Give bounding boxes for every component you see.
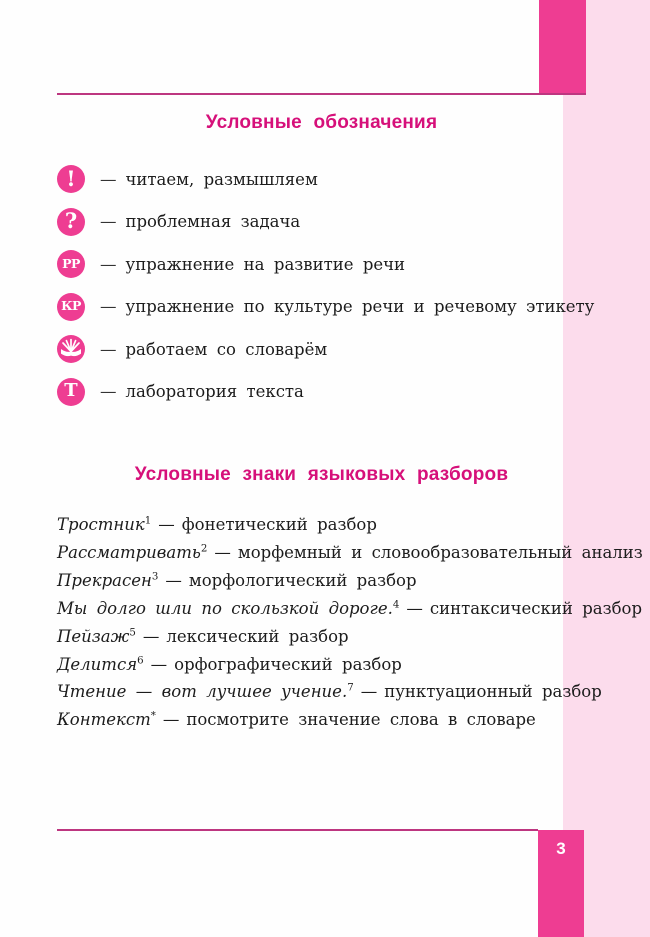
em-dash: —: [165, 570, 182, 590]
parse-item: [57, 706, 630, 734]
em-dash: —: [100, 382, 117, 401]
parse-term: Делится: [57, 654, 138, 674]
parse-item: [57, 623, 630, 651]
open-book-rays-icon: [57, 335, 85, 363]
legend-item: [57, 165, 620, 193]
parse-item: [57, 595, 643, 623]
em-dash: —: [100, 254, 117, 274]
parse-item: [57, 511, 630, 539]
em-dash: —: [150, 654, 168, 674]
legend-item-label: упражнение на развитие речи: [125, 254, 406, 274]
legend-item: [57, 208, 620, 236]
legend-item: [57, 335, 620, 363]
parse-superscript: *: [150, 710, 156, 722]
top-accent-bar: [539, 0, 586, 94]
legend-item-label: лаборатория текста: [125, 382, 304, 401]
legend-item: [57, 250, 620, 278]
parse-desc: пунктуационный разбор: [384, 682, 602, 702]
parse-desc: фонетический разбор: [181, 515, 377, 534]
parse-superscript: 2: [200, 543, 208, 555]
parse-superscript: 7: [347, 682, 354, 694]
page-number: 3: [556, 839, 566, 858]
kr-icon: КР: [57, 293, 85, 321]
legend-item: [57, 378, 620, 406]
dictionary-icon: [57, 335, 85, 363]
legend-item-label: проблемная задача: [125, 212, 301, 231]
em-dash: —: [100, 339, 117, 359]
parse-term: Пейзаж: [57, 626, 130, 646]
em-dash: —: [214, 542, 231, 562]
parse-term: Рассматривать: [57, 542, 201, 562]
parse-term: Тростник: [57, 515, 145, 534]
legend-item: [57, 293, 620, 321]
parse-superscript: 3: [151, 571, 159, 583]
section-title-legend: Условные обозначения: [205, 112, 438, 133]
parses-list: [57, 511, 643, 734]
em-dash: —: [158, 515, 175, 534]
legend-item-label: работаем со словарём: [125, 339, 328, 359]
t-icon: Т: [57, 378, 85, 406]
em-dash: —: [100, 297, 117, 316]
question-icon: ?: [57, 208, 85, 236]
parse-item: [57, 539, 643, 567]
em-dash: —: [100, 169, 117, 189]
parse-item: [57, 678, 630, 706]
section-title-parses: Условные знаки языковых разборов: [134, 464, 509, 485]
legend-item-label: упражнение по культуре речи и речевому этикету: [125, 297, 595, 316]
exclamation-icon: !: [57, 165, 85, 193]
rr-icon: РР: [57, 250, 85, 278]
parse-term: Прекрасен: [57, 570, 152, 590]
em-dash: —: [100, 212, 117, 231]
legend-list: [57, 165, 620, 420]
parse-desc: морфологический разбор: [188, 570, 417, 590]
parse-desc: морфемный и словообразовательный анализ: [237, 542, 643, 562]
parse-superscript: 4: [392, 599, 400, 611]
parse-desc: орфографический разбор: [174, 654, 402, 674]
parse-item: [57, 567, 630, 595]
parse-desc: лексический разбор: [166, 626, 349, 646]
em-dash: —: [142, 626, 160, 646]
em-dash: —: [162, 710, 180, 730]
parse-term: Чтение — вот лучшее учение.: [57, 682, 348, 702]
parse-item: [57, 651, 630, 679]
page-number-block: [538, 830, 584, 937]
parse-superscript: 1: [144, 515, 152, 527]
parse-term: Мы долго шли по скользкой дороге.: [57, 598, 393, 618]
parse-superscript: 5: [129, 627, 136, 639]
parse-term: Контекст: [57, 710, 151, 730]
header-rule: [57, 93, 586, 95]
em-dash: —: [406, 598, 423, 618]
footer-rule: [57, 829, 538, 831]
parse-desc: посмотрите значение слова в словаре: [186, 710, 536, 730]
legend-item-label: читаем, размышляем: [125, 169, 318, 189]
parse-superscript: 6: [137, 655, 144, 667]
em-dash: —: [360, 682, 378, 702]
parse-desc: синтаксический разбор: [429, 598, 643, 618]
